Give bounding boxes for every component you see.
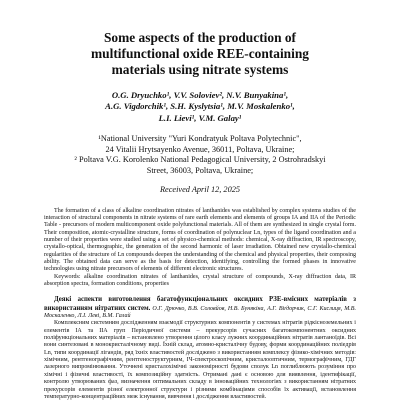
- title-line-2: multifunctional oxide REE-containing: [91, 46, 309, 61]
- received-date: Received April 12, 2025: [159, 184, 241, 194]
- paper-title: [44, 0, 356, 78]
- title-line-1: Some aspects of the production of: [103, 30, 297, 45]
- affiliation-line-4: Street, 36003, Poltava, Ukraine;: [146, 166, 254, 175]
- affiliation-line-1: ¹National University "Yuri Kondratyuk Poltava Polytechnic",: [98, 134, 302, 144]
- ukrainian-title: Деякі аспекти виготовлення багатофункціональних оксидних РЗЕ-вмісних матеріалів з використанням нітратних систем.: [44, 296, 356, 312]
- author-list: [44, 90, 356, 124]
- ukrainian-abstract-body: Комплексним системним дослідженням взаємодії структурних компонентів у системах нітратів рідкісноземельних і елементів ІА та ІІА груп Періодичної системи – прекурсорів сучасних багатокомпонентних оксидних поліфункціональних матеріалів – встановлено утворення цілого класу лужних координаційних нітратів лантаноїдів. Всі вони синтезовані в монокристалічному виді. Їхній склад, атомно-кристалічну будову, форми координаційних поліедрів Ln, типи координації лігандів, ряд їхніх властивостей досліджено з використанням комплексу фізико-хімічних методів: хімічним, рентгенографічним, рентгеноструктурним, ІЧ-спектроскопічним, кристалооптичним, термографічним, ГДГ лазерного випромінювання. Уточнені кристалохімічні закономірності будови сполук Ln поглиблюють розуміння про хімічні і фізичні властивості, їх композиційну здатність. Отримані дані є основою для виявлення, ідентифікації, контролю утворюваних фаз, визначення оптимальних складу в інноваційних технологіях з використанням нітратних прекурсорів елементів різної електронної структури і різними комбінаціями способів їх активації, встановлення температурно-концентраційних меж існування, вивчення і дослідження властивостей.: [44, 320, 356, 400]
- affiliations: [44, 134, 356, 176]
- title-line-3: materials using nitrate systems: [111, 62, 289, 77]
- author-line-3: L.I. Lievi¹, V.M. Galay¹: [158, 112, 242, 123]
- affiliation-line-2: 24 Vitalii Hrytsayenko Avenue, 36011, Poltava, Ukraine;: [105, 144, 295, 154]
- affiliation-line-3: ² Poltava V.G. Korolenko National Pedagogical University, 2 Ostrohradskyi: [74, 155, 326, 165]
- keywords: [44, 274, 356, 289]
- ukrainian-abstract: [44, 296, 356, 400]
- ukrainian-authors: О.Г. Дрючко, В.В. Соловйов, Н.В. Бунякіна, А.Г. Віґдорчик, С.Г. Кислиця, М.В. Москаленко, Л.І. Леві, В.М. Галай: [44, 305, 356, 320]
- author-line-2: A.G. Vigdorchik¹, S.H. Kyslytsia¹, M.V. Moskalenko¹,: [105, 101, 295, 112]
- author-line-1: O.G. Dryuchko¹, V.V. Soloviev², N.V. Bunyakina¹,: [111, 90, 289, 100]
- keywords-text: alkaline coordination nitrates of lanthanides, crystal structure of compounds, X-ray diffraction data, IR absorption spectra, formation conditions, properties: [44, 273, 356, 288]
- abstract-text: The formation of a class of alkaline coordination nitrates of lanthanides was established by complex systems studies of the interaction of structural components in nitrate systems of rare earth elements and elements of groups IA and IIA of the Periodic Table - precursors of modern multicomponent oxide polyfunctional materials. All of them are synthesized in single crystal form. Their composition, atomic-crystalline structure, forms of coordination of polynuclear Ln, types of the ligand coordination and a number of their properties were studied using a set of physico-chemical methods: chemical, X-ray diffraction, IR spectroscopy, crystallo-optical, thermographic, the generation of the second harmonic of laser irradiation. Obtained new crystallo-chemical regularities of the structure of Ln compounds deepen the understanding of the chemical and physical properties, their composing ability. The obtained data can serve as the basis for detection, identifying, controlling the formed phases in innovative technologies using nitrate precursors of elements of different electronic structures.: [44, 207, 356, 273]
- keywords-label: Keywords:: [54, 273, 81, 280]
